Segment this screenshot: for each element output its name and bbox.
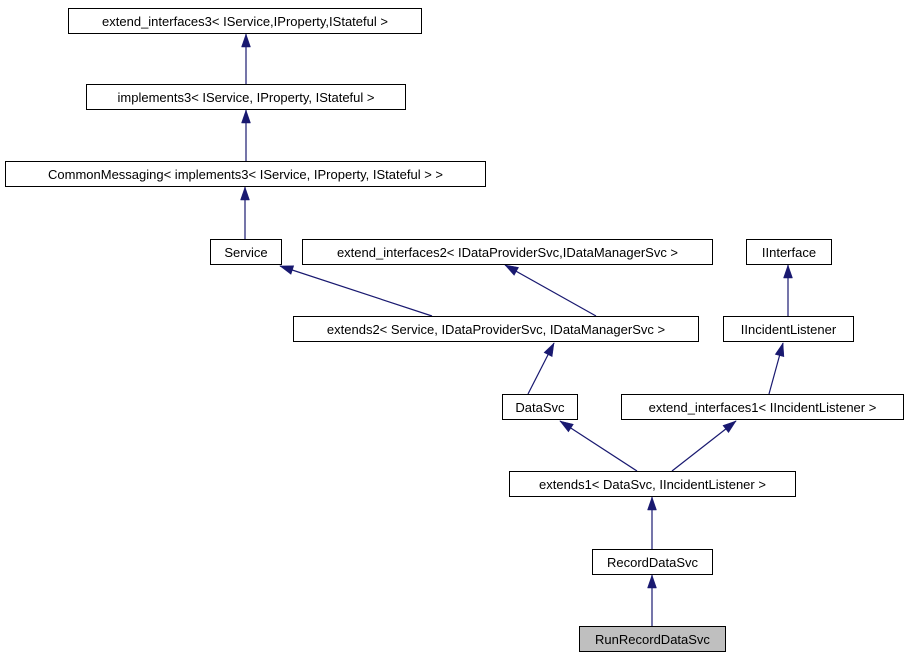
node-run-record-datasvc: RunRecordDataSvc [579, 626, 726, 652]
edge-extends2-to-extend_interfaces2 [505, 265, 596, 316]
edge-extends1-to-extend_interfaces1 [672, 421, 736, 471]
node-extends1[interactable]: extends1< DataSvc, IIncidentListener > [509, 471, 796, 497]
node-datasvc[interactable]: DataSvc [502, 394, 578, 420]
edge-extends1-to-DataSvc [560, 421, 637, 471]
node-iinterface[interactable]: IInterface [746, 239, 832, 265]
node-extend-interfaces1[interactable]: extend_interfaces1< IIncidentListener > [621, 394, 904, 420]
node-implements3[interactable]: implements3< IService, IProperty, IStateful > [86, 84, 406, 110]
node-extend-interfaces3[interactable]: extend_interfaces3< IService,IProperty,IStateful > [68, 8, 422, 34]
node-extends2[interactable]: extends2< Service, IDataProviderSvc, IDataManagerSvc > [293, 316, 699, 342]
node-common-messaging[interactable]: CommonMessaging< implements3< IService, IProperty, IStateful > > [5, 161, 486, 187]
node-record-datasvc[interactable]: RecordDataSvc [592, 549, 713, 575]
edge-extends2-to-Service [280, 266, 432, 316]
node-iincident-listener[interactable]: IIncidentListener [723, 316, 854, 342]
node-service[interactable]: Service [210, 239, 282, 265]
edge-DataSvc-to-extends2 [528, 343, 554, 394]
node-extend-interfaces2[interactable]: extend_interfaces2< IDataProviderSvc,IDataManagerSvc > [302, 239, 713, 265]
edge-extend_interfaces1-to-IIncidentListener [769, 343, 783, 394]
